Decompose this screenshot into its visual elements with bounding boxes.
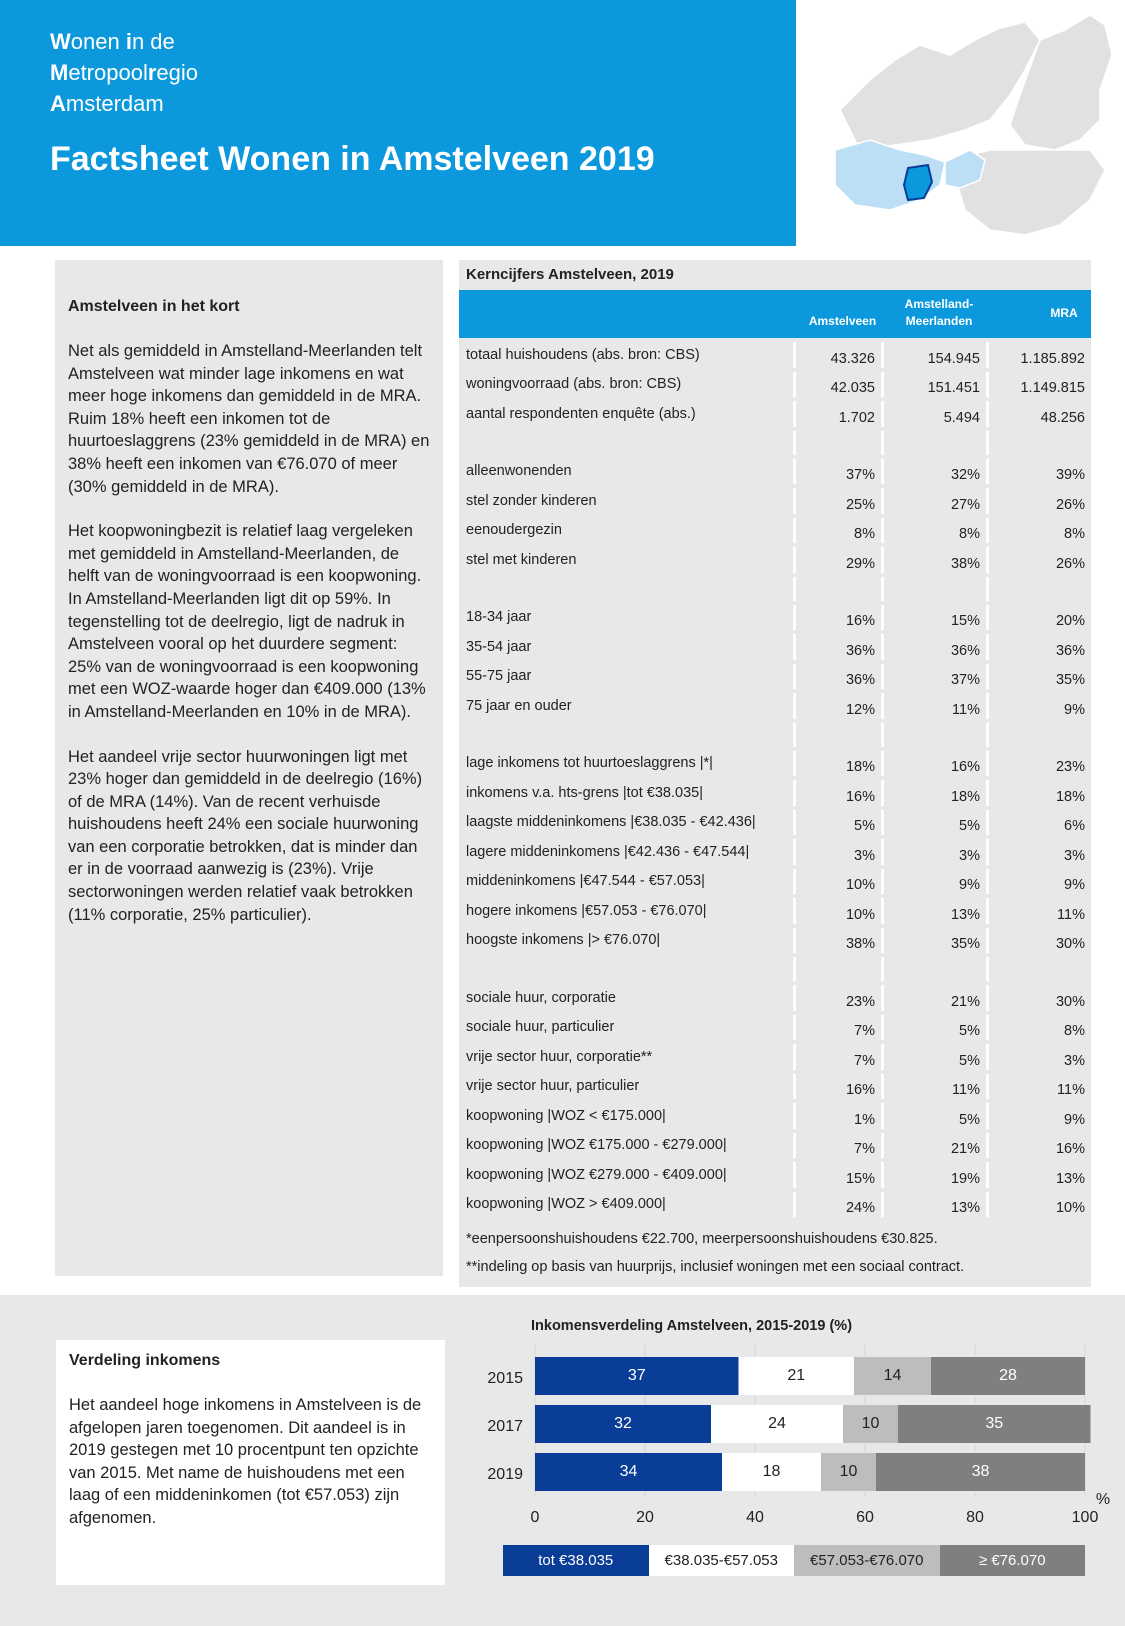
cell-amstelland-meerlanden: 11%: [881, 693, 986, 719]
row-label: inkomens v.a. hts-grens |tot €38.035|: [459, 780, 793, 806]
data-label: 32: [614, 1415, 632, 1432]
cell-amstelland-meerlanden: 5%: [881, 1015, 986, 1041]
cell-mra: 11%: [986, 898, 1091, 924]
table-row: [459, 1192, 1091, 1218]
cell-mra: 39%: [986, 459, 1091, 485]
row-label: sociale huur, corporatie: [459, 985, 793, 1011]
row-label: koopwoning |WOZ < €175.000|: [459, 1103, 793, 1129]
cell-amstelveen: 15%: [793, 1162, 881, 1188]
data-label: 35: [985, 1415, 1004, 1432]
table-row: [459, 342, 1091, 368]
income-chart: [460, 1340, 1120, 1580]
cell-mra: 48.256: [986, 401, 1091, 427]
cell-amstelveen: 23%: [793, 985, 881, 1011]
cell-amstelland-meerlanden: 11%: [881, 1074, 986, 1100]
legend-item: €57.053-€76.070: [794, 1545, 940, 1576]
cell-amstelland-meerlanden: 151.451: [881, 372, 986, 398]
map-region-north: [840, 22, 1040, 150]
cell-amstelland-meerlanden: 5%: [881, 810, 986, 836]
cell-mra: 11%: [986, 1074, 1091, 1100]
row-label: koopwoning |WOZ €175.000 - €279.000|: [459, 1133, 793, 1159]
cell-amstelveen: 1.702: [793, 401, 881, 427]
table-row: [459, 1162, 1091, 1188]
cell-amstelveen: 16%: [793, 780, 881, 806]
table-row: [459, 518, 1091, 544]
x-tick-label: 100: [1071, 1509, 1099, 1526]
summary-panel: [55, 260, 443, 1276]
data-label: 28: [999, 1367, 1017, 1384]
cell-amstelveen: 7%: [793, 1133, 881, 1159]
table-row: [459, 810, 1091, 836]
legend-item: ≥ €76.070: [940, 1545, 1086, 1576]
summary-heading: Amstelveen in het kort: [68, 298, 240, 315]
cell-amstelland-meerlanden: 5%: [881, 1044, 986, 1070]
key-figures-header: [459, 290, 1091, 338]
column-header-amstelland-meerlanden: Amstelland- Meerlanden: [904, 297, 974, 328]
cell-mra: 30%: [986, 928, 1091, 954]
cell-mra: 16%: [986, 1133, 1091, 1159]
row-label: koopwoning |WOZ > €409.000|: [459, 1192, 793, 1218]
data-label: 37: [627, 1367, 646, 1384]
legend-item: €38.035-€57.053: [649, 1545, 795, 1576]
table-row: [459, 928, 1091, 954]
x-tick-label: 80: [966, 1509, 984, 1526]
row-label: alleenwonenden: [459, 459, 793, 485]
table-row: [459, 664, 1091, 690]
cell-mra: 1.149.815: [986, 372, 1091, 398]
cell-amstelveen: 36%: [793, 664, 881, 690]
category-label: 2017: [487, 1418, 523, 1435]
row-label: woningvoorraad (abs. bron: CBS): [459, 372, 793, 398]
cell-amstelveen: 10%: [793, 869, 881, 895]
group-spacer: [459, 577, 1091, 601]
cell-mra: 13%: [986, 1162, 1091, 1188]
cell-amstelveen: 42.035: [793, 372, 881, 398]
cell-amstelland-meerlanden: 27%: [881, 488, 986, 514]
cell-mra: 26%: [986, 488, 1091, 514]
cell-amstelveen: 5%: [793, 810, 881, 836]
key-figures-footnotes: [459, 1221, 1091, 1287]
cell-mra: 20%: [986, 605, 1091, 631]
cell-amstelveen: 16%: [793, 1074, 881, 1100]
table-row: [459, 547, 1091, 573]
cell-amstelland-meerlanden: 154.945: [881, 342, 986, 368]
row-label: aantal respondenten enquête (abs.): [459, 401, 793, 427]
cell-amstelland-meerlanden: 19%: [881, 1162, 986, 1188]
table-row: [459, 634, 1091, 660]
cell-amstelveen: 8%: [793, 518, 881, 544]
cell-mra: 23%: [986, 751, 1091, 777]
cell-amstelland-meerlanden: 16%: [881, 751, 986, 777]
column-header-amstelveen: Amstelveen: [808, 314, 877, 328]
cell-amstelveen: 43.326: [793, 342, 881, 368]
row-label: eenoudergezin: [459, 518, 793, 544]
income-text-box: [56, 1340, 445, 1585]
row-label: laagste middeninkomens |€38.035 - €42.436|: [459, 810, 793, 836]
brand-logo: [50, 26, 198, 119]
data-label: 14: [883, 1367, 902, 1384]
row-label: 55-75 jaar: [459, 664, 793, 690]
cell-amstelland-meerlanden: 8%: [881, 518, 986, 544]
unit-label: %: [1095, 1491, 1111, 1508]
cell-amstelveen: 7%: [793, 1015, 881, 1041]
key-figures-rows: [459, 338, 1091, 1221]
data-label: 10: [861, 1415, 880, 1432]
cell-amstelveen: 18%: [793, 751, 881, 777]
cell-amstelveen: 10%: [793, 898, 881, 924]
cell-amstelland-meerlanden: 3%: [881, 839, 986, 865]
cell-amstelveen: 1%: [793, 1103, 881, 1129]
cell-mra: 3%: [986, 1044, 1091, 1070]
data-label: 34: [619, 1463, 638, 1480]
row-label: hogere inkomens |€57.053 - €76.070|: [459, 898, 793, 924]
group-spacer: [459, 957, 1091, 981]
table-row: [459, 985, 1091, 1011]
row-label: middeninkomens |€47.544 - €57.053|: [459, 869, 793, 895]
cell-amstelland-meerlanden: 5.494: [881, 401, 986, 427]
table-row: [459, 1133, 1091, 1159]
data-label: 10: [839, 1463, 858, 1480]
cell-amstelveen: 36%: [793, 634, 881, 660]
row-label: hoogste inkomens |> €76.070|: [459, 928, 793, 954]
key-figures-title: Kerncijfers Amstelveen, 2019: [466, 266, 674, 283]
cell-amstelland-meerlanden: 35%: [881, 928, 986, 954]
row-label: lage inkomens tot huurtoeslaggrens |*|: [459, 751, 793, 777]
table-row: [459, 780, 1091, 806]
row-label: vrije sector huur, particulier: [459, 1074, 793, 1100]
row-label: stel zonder kinderen: [459, 488, 793, 514]
cell-amstelland-meerlanden: 13%: [881, 1192, 986, 1218]
chart-title: Inkomensverdeling Amstelveen, 2015-2019 (%): [531, 1318, 853, 1334]
cell-amstelland-meerlanden: 9%: [881, 869, 986, 895]
brand-line-1: Wonen in de: [50, 29, 175, 54]
table-row: [459, 488, 1091, 514]
footnote-2: **indeling op basis van huurprijs, inclusief woningen met een sociaal contract.: [466, 1259, 965, 1275]
cell-mra: 10%: [986, 1192, 1091, 1218]
group-spacer: [459, 431, 1091, 455]
table-row: [459, 605, 1091, 631]
table-row: [459, 693, 1091, 719]
row-label: sociale huur, particulier: [459, 1015, 793, 1041]
footnote-1: *eenpersoonshuishoudens €22.700, meerpersoonshuishoudens €30.825.: [466, 1231, 938, 1247]
cell-amstelland-meerlanden: 37%: [881, 664, 986, 690]
cell-mra: 30%: [986, 985, 1091, 1011]
legend-item: tot €38.035: [503, 1545, 649, 1576]
cell-amstelveen: 38%: [793, 928, 881, 954]
header-banner: [0, 0, 796, 246]
cell-mra: 8%: [986, 1015, 1091, 1041]
cell-amstelland-meerlanden: 21%: [881, 985, 986, 1011]
x-tick-label: 0: [530, 1509, 540, 1526]
region-map: [800, 0, 1125, 246]
cell-amstelveen: 16%: [793, 605, 881, 631]
cell-amstelveen: 24%: [793, 1192, 881, 1218]
table-row: [459, 869, 1091, 895]
row-label: 18-34 jaar: [459, 605, 793, 631]
table-row: [459, 898, 1091, 924]
brand-line-3: Amsterdam: [50, 91, 164, 116]
cell-mra: 35%: [986, 664, 1091, 690]
cell-amstelland-meerlanden: 18%: [881, 780, 986, 806]
row-label: totaal huishoudens (abs. bron: CBS): [459, 342, 793, 368]
cell-mra: 9%: [986, 869, 1091, 895]
x-tick-label: 20: [636, 1509, 654, 1526]
cell-amstelveen: 29%: [793, 547, 881, 573]
row-label: koopwoning |WOZ €279.000 - €409.000|: [459, 1162, 793, 1188]
cell-amstelland-meerlanden: 5%: [881, 1103, 986, 1129]
row-label: vrije sector huur, corporatie**: [459, 1044, 793, 1070]
row-label: 75 jaar en ouder: [459, 693, 793, 719]
data-label: 18: [762, 1463, 781, 1480]
x-tick-label: 40: [746, 1509, 764, 1526]
data-label: 21: [787, 1367, 806, 1384]
cell-amstelland-meerlanden: 21%: [881, 1133, 986, 1159]
cell-amstelland-meerlanden: 15%: [881, 605, 986, 631]
table-row: [459, 1103, 1091, 1129]
row-label: lagere middeninkomens |€42.436 - €47.544|: [459, 839, 793, 865]
table-row: [459, 1074, 1091, 1100]
table-row: [459, 1044, 1091, 1070]
summary-paragraph-1: Net als gemiddeld in Amstelland-Meerlanden telt Amstelveen wat minder lage inkomens en wat meer hoge inkomens dan gemiddeld in de MRA. Ruim 18% heeft een inkomen tot de huurtoeslaggrens (23% gemiddeld in de MRA) en 38% heeft een inkomen van €76.070 of meer (30% gemiddeld in de MRA).: [68, 342, 430, 496]
cell-mra: 9%: [986, 693, 1091, 719]
category-label: 2019: [487, 1466, 523, 1483]
cell-amstelveen: 12%: [793, 693, 881, 719]
cell-amstelland-meerlanden: 36%: [881, 634, 986, 660]
cell-mra: 6%: [986, 810, 1091, 836]
page-title: Factsheet Wonen in Amstelveen 2019: [50, 140, 655, 178]
group-spacer: [459, 723, 1091, 747]
cell-mra: 1.185.892: [986, 342, 1091, 368]
cell-mra: 26%: [986, 547, 1091, 573]
table-row: [459, 372, 1091, 398]
cell-mra: 3%: [986, 839, 1091, 865]
brand-line-2: Metropoolregio: [50, 60, 198, 85]
cell-mra: 36%: [986, 634, 1091, 660]
x-tick-label: 60: [856, 1509, 874, 1526]
data-label: 24: [768, 1415, 786, 1432]
data-label: 38: [971, 1463, 990, 1480]
row-label: 35-54 jaar: [459, 634, 793, 660]
table-row: [459, 401, 1091, 427]
cell-amstelveen: 37%: [793, 459, 881, 485]
summary-paragraph-2: Het koopwoningbezit is relatief laag vergeleken met gemiddeld in Amstelland-Meerlanden, de helft van de woningvoorraad is een koopwoning. In Amstelland-Meerlanden ligt dit op 59%. In tegenstelling tot de deelregio, ligt de nadruk in Amstelveen vooral op het duurdere segment: 25% van de woningvoorraad is een koopwoning met een WOZ-waarde hoger dan €409.000 (13% in Amstelland-Meerlanden en 10% in de MRA).: [68, 522, 426, 721]
cell-mra: 9%: [986, 1103, 1091, 1129]
row-label: stel met kinderen: [459, 547, 793, 573]
income-paragraph: Het aandeel hoge inkomens in Amstelveen is de afgelopen jaren toegenomen. Dit aandeel is in 2019 gestegen met 10 procentpunt ten opzichte van 2015. Met name de huishoudens met een laag of een middeninkomen (tot €57.053) zijn afgenomen.: [69, 1396, 422, 1527]
table-row: [459, 839, 1091, 865]
table-row: [459, 459, 1091, 485]
cell-amstelland-meerlanden: 13%: [881, 898, 986, 924]
cell-amstelveen: 25%: [793, 488, 881, 514]
cell-amstelland-meerlanden: 32%: [881, 459, 986, 485]
chart-legend: [503, 1545, 1085, 1576]
cell-amstelveen: 7%: [793, 1044, 881, 1070]
table-row: [459, 1015, 1091, 1041]
cell-amstelveen: 3%: [793, 839, 881, 865]
column-header-mra: MRA: [1050, 306, 1078, 320]
cell-mra: 8%: [986, 518, 1091, 544]
cell-amstelland-meerlanden: 38%: [881, 547, 986, 573]
table-row: [459, 751, 1091, 777]
key-figures-table: [459, 260, 1091, 1287]
income-heading: Verdeling inkomens: [69, 1352, 221, 1369]
summary-paragraph-3: Het aandeel vrije sector huurwoningen ligt met 23% hoger dan gemiddeld in de deelregio (16%) of de MRA (14%). Van de recent verhuisde huishoudens heeft 24% een sociale huurwoning van een corporatie betrokken, dat is minder dan er in de voorraad aanwezig is (23%). Vrije sectorwoningen werden relatief vaak betrokken (11% corporatie, 25% particulier).: [68, 747, 423, 924]
category-label: 2015: [487, 1370, 523, 1387]
cell-mra: 18%: [986, 780, 1091, 806]
